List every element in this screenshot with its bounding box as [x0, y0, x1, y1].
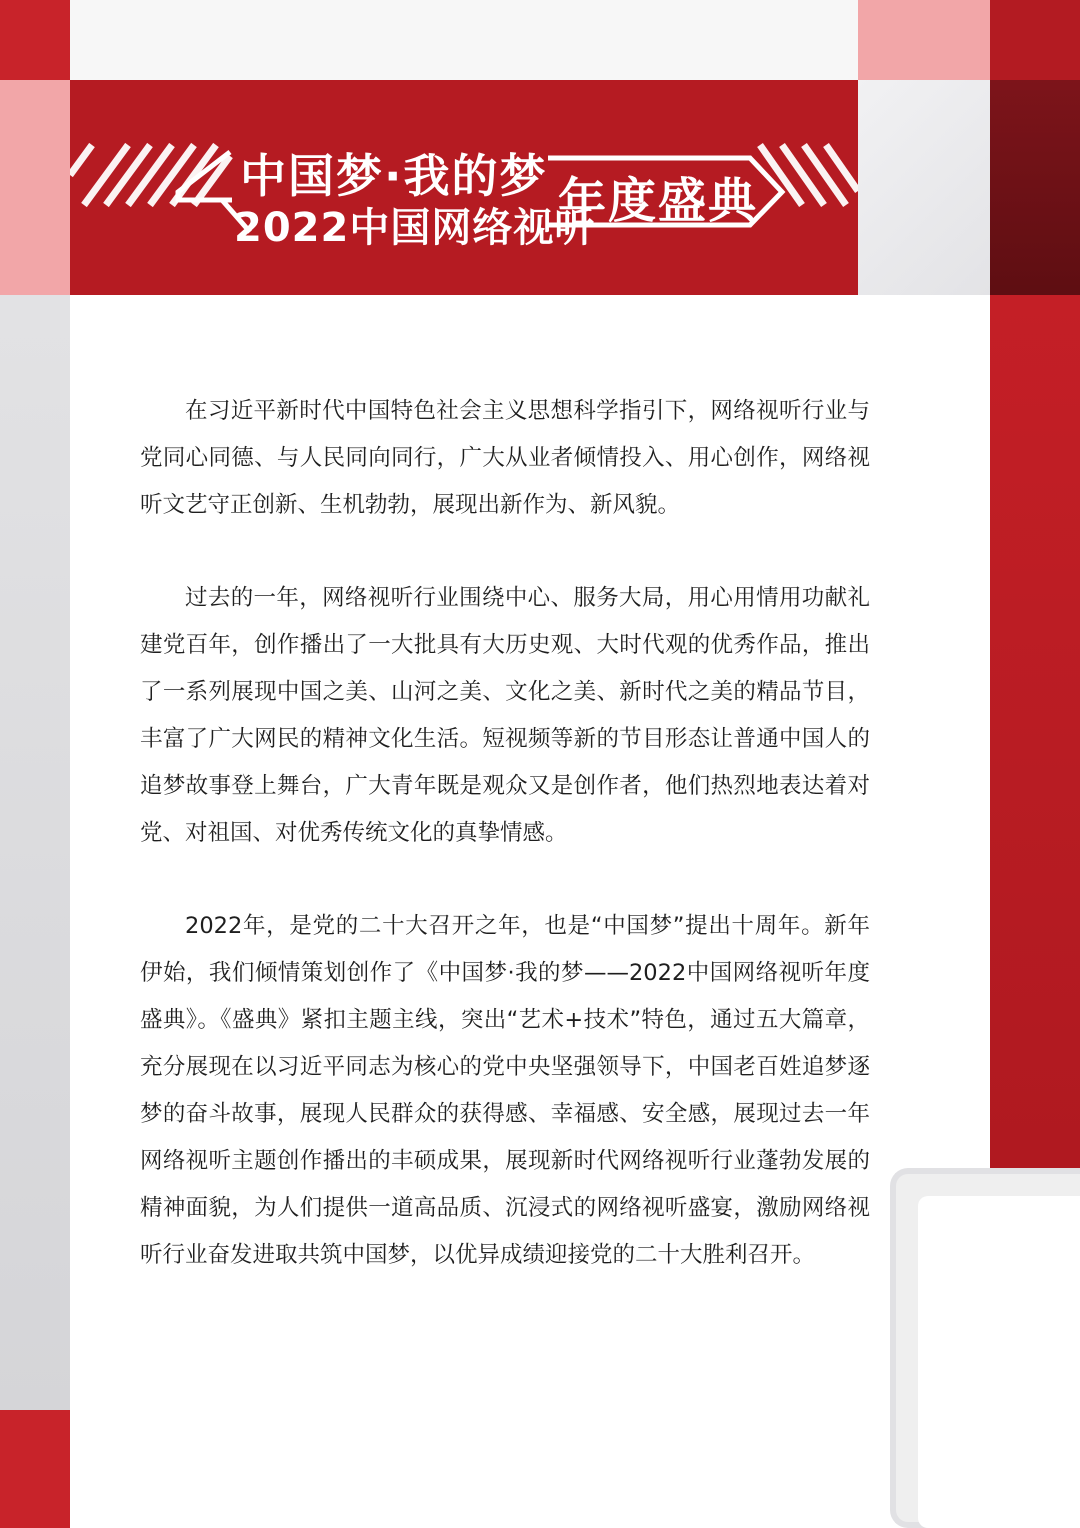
decor-block-red-top-right [990, 0, 1080, 80]
paragraph-1: 在习近平新时代中国特色社会主义思想科学指引下，网络视听行业与党同心同德、与人民同向同行，广大从业者倾情投入、用心创作，网络视听文艺守正创新、生机勃勃，展现出新作为、新风貌。 [140, 398, 870, 518]
decor-strip-gray-left [0, 295, 70, 1410]
decor-frame-inner [918, 1196, 1080, 1528]
banner-title-sub: 2022中国网络视听 [234, 205, 596, 251]
article-body [140, 388, 870, 1325]
decor-block-red-top-left [0, 0, 70, 80]
decor-block-pink-left [0, 80, 70, 295]
header-banner [70, 80, 858, 295]
paragraph-3: 2022年，是党的二十大召开之年，也是“中国梦”提出十周年。新年伊始，我们倾情策划创作了《中国梦·我的梦——2022中国网络视听年度盛典》。《盛典》紧扣主题主线，突出“艺术+技术”特色，通过五大篇章，充分展现在以习近平同志为核心的党中央坚强领导下，中国老百姓追梦逐梦的奋斗故事，展现人民群众的获得感、幸福感、安全感，展现过去一年网络视听主题创作播出的丰硕成果，展现新时代网络视听行业蓬勃发展的精神面貌，为人们提供一道高品质、沉浸式的网络视听盛宴，激励网络视听行业奋发进取共筑中国梦，以优异成绩迎接党的二十大胜利召开。 [140, 913, 870, 1268]
decor-block-gray-right [858, 80, 990, 295]
banner-title-main: 中国梦·我的梦 [240, 149, 548, 203]
banner-title-badge: 年度盛典 [558, 173, 759, 229]
paragraph-2: 过去的一年，网络视听行业围绕中心、服务大局，用心用情用功献礼建党百年，创作播出了一大批具有大历史观、大时代观的优秀作品，推出了一系列展现中国之美、山河之美、文化之美、新时代之美的精品节目，丰富了广大网民的精神文化生活。短视频等新的节目形态让普通中国人的追梦故事登上舞台，广大青年既是观众又是创作者，他们热烈地表达着对党、对祖国、对优秀传统文化的真挚情感。 [140, 585, 870, 846]
decor-block-pink-top [858, 0, 990, 80]
decor-block-darkred-right [990, 80, 1080, 295]
decor-block-red-bottom-left [0, 1410, 70, 1528]
decor-block-top [70, 0, 858, 80]
